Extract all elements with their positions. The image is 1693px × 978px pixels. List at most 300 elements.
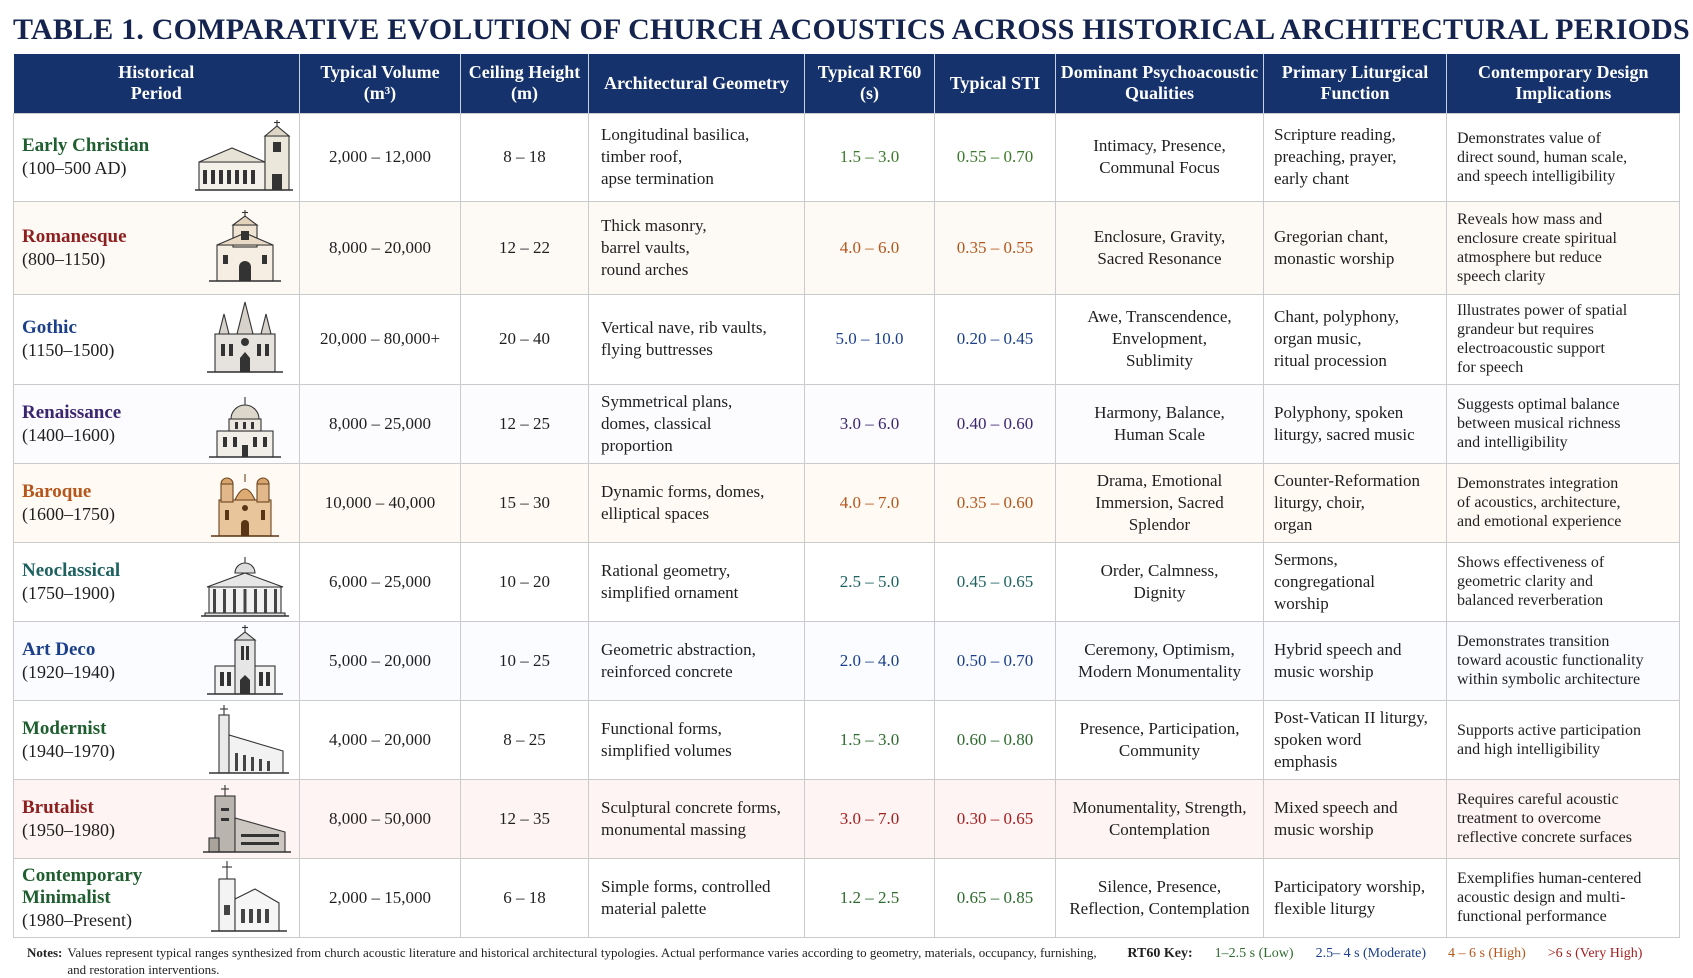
liturgical-cell-line: music worship [1274, 661, 1374, 681]
implications-cell [1447, 700, 1680, 779]
liturgical-cell-line: Polyphony, spoken [1274, 402, 1404, 422]
sti-value: 0.35 – 0.55 [956, 237, 1034, 257]
volume-value: 2,000 – 12,000 [329, 147, 431, 166]
geometry-cell-line: barrel vaults, [601, 237, 690, 257]
rt60-cell [805, 384, 935, 463]
period-cell [14, 621, 300, 700]
ceiling-value: 8 – 25 [503, 729, 546, 749]
acoustics-table [13, 54, 1680, 938]
geometry-cell [589, 621, 805, 700]
liturgical-cell-line: Post-Vatican II liturgy, [1274, 707, 1428, 727]
implications-cell [1447, 621, 1680, 700]
geometry-cell-line: timber roof, [601, 147, 683, 166]
period-text [22, 226, 127, 270]
ceiling-value: 8 – 18 [503, 147, 546, 166]
psychoacoustic-cell-line: Modern Monumentality [1078, 661, 1241, 681]
implications-cell-line: toward acoustic functionality [1457, 652, 1644, 669]
sti-cell [935, 384, 1056, 463]
liturgical-cell-line: liturgy, sacred music [1274, 424, 1415, 444]
implications-cell-line: Supports active participation [1457, 721, 1641, 739]
rt60-value: 2.0 – 4.0 [839, 650, 900, 670]
implications-cell-line: acoustic design and multi- [1457, 889, 1626, 906]
volume-cell [300, 201, 461, 294]
header-period: Historical Period [14, 54, 300, 113]
implications-cell-line: and high intelligibility [1457, 740, 1601, 758]
ceiling-cell [461, 384, 589, 463]
ceiling-cell [461, 113, 589, 201]
rt60-cell [805, 201, 935, 294]
liturgical-cell-line: Participatory worship, [1274, 876, 1426, 896]
implications-cell-line: within symbolic architecture [1457, 671, 1641, 688]
geometry-cell [589, 113, 805, 201]
period-wrap [22, 118, 295, 196]
volume-value: 8,000 – 20,000 [329, 237, 431, 257]
rt60-value: 1.5 – 3.0 [839, 729, 900, 749]
implications-cell-line: and speech intelligibility [1457, 167, 1616, 185]
period-cell [14, 858, 300, 937]
liturgical-cell-line: Counter-Reformation [1274, 470, 1421, 490]
ceiling-value: 12 – 35 [499, 808, 550, 828]
ceiling-value: 12 – 25 [499, 413, 550, 433]
table-row [14, 542, 1680, 621]
table-row [14, 779, 1680, 858]
psychoacoustic-cell-line: Sublimity [1125, 351, 1194, 370]
domed-church-icon [193, 385, 297, 463]
sti-value: 0.20 – 0.45 [956, 329, 1034, 348]
psychoacoustic-cell-line: Harmony, Balance, [1094, 402, 1225, 422]
rt60-value: 3.0 – 7.0 [839, 808, 900, 828]
volume-cell [300, 779, 461, 858]
table-body [14, 113, 1680, 937]
sti-cell [935, 542, 1056, 621]
table-row [14, 384, 1680, 463]
psychoacoustic-cell-line: Immersion, Sacred [1095, 492, 1224, 512]
period-text [22, 560, 120, 604]
period-cell [14, 201, 300, 294]
modernist-church-icon [193, 701, 297, 779]
table-row [14, 294, 1680, 384]
implications-cell-line: electroacoustic support [1457, 340, 1605, 357]
rt60-value: 1.5 – 3.0 [839, 147, 900, 166]
volume-cell [300, 858, 461, 937]
header-implications: Contemporary Design Implications [1447, 54, 1680, 113]
psychoacoustic-cell-line: Monumentality, Strength, [1072, 797, 1247, 817]
period-name: Romanesque [22, 225, 127, 247]
geometry-cell [589, 779, 805, 858]
geometry-cell-line: Dynamic forms, domes, [601, 481, 765, 501]
liturgical-cell [1264, 463, 1447, 542]
implications-cell-line: treatment to overcome [1457, 810, 1601, 827]
implications-cell-line: atmosphere but reduce [1457, 248, 1602, 266]
rt60-cell [805, 858, 935, 937]
period-wrap [22, 209, 295, 287]
rt60-value: 2.5 – 5.0 [839, 571, 900, 591]
implications-cell [1447, 858, 1680, 937]
implications-cell-line: reflective concrete surfaces [1457, 829, 1632, 846]
sti-cell [935, 858, 1056, 937]
psychoacoustic-cell [1056, 384, 1264, 463]
period-name: Gothic [22, 317, 77, 338]
sti-cell [935, 621, 1056, 700]
liturgical-cell-line: Scripture reading, [1274, 125, 1396, 144]
ceiling-value: 10 – 25 [499, 650, 550, 670]
period-text [22, 639, 115, 683]
art-deco-church-icon [193, 622, 297, 700]
baroque-church-icon [193, 464, 297, 542]
psychoacoustic-cell [1056, 779, 1264, 858]
minimalist-church-icon [193, 859, 297, 937]
period-text [22, 402, 121, 446]
liturgical-cell [1264, 542, 1447, 621]
ceiling-cell [461, 201, 589, 294]
implications-cell-line: Suggests optimal balance [1457, 396, 1620, 413]
neoclassical-temple-icon [193, 543, 297, 621]
psychoacoustic-cell-line: Enclosure, Gravity, [1093, 226, 1226, 246]
header-rt60: Typical RT60 (s) [805, 54, 935, 113]
volume-cell [300, 294, 461, 384]
period-cell [14, 463, 300, 542]
volume-cell [300, 700, 461, 779]
geometry-cell-line: Functional forms, [601, 718, 722, 738]
implications-cell-line: between musical richness [1457, 415, 1621, 432]
psychoacoustic-cell-line: Ceremony, Optimism, [1084, 639, 1235, 659]
volume-cell [300, 384, 461, 463]
geometry-cell-line: round arches [601, 259, 689, 279]
geometry-cell-line: material palette [601, 898, 707, 918]
period-text [22, 797, 115, 841]
implications-cell [1447, 201, 1680, 294]
volume-cell [300, 621, 461, 700]
sti-value: 0.65 – 0.85 [956, 887, 1034, 907]
ceiling-cell [461, 542, 589, 621]
period-name: Early Christian [22, 135, 150, 156]
implications-cell-line: Demonstrates value of [1457, 129, 1601, 147]
geometry-cell-line: Symmetrical plans, [601, 391, 733, 411]
period-wrap [22, 385, 295, 463]
psychoacoustic-cell-line: Splendor [1128, 514, 1191, 534]
implications-cell [1447, 779, 1680, 858]
implications-cell-line: for speech [1457, 359, 1524, 376]
psychoacoustic-cell [1056, 463, 1264, 542]
period-wrap [22, 300, 295, 378]
psychoacoustic-cell [1056, 542, 1264, 621]
liturgical-cell-line: Chant, polyphony, [1274, 307, 1399, 326]
ceiling-cell [461, 779, 589, 858]
rt60-key-label: RT60 Key: [1127, 945, 1193, 961]
period-text [22, 317, 114, 361]
table-row [14, 463, 1680, 542]
period-wrap [22, 464, 295, 542]
psychoacoustic-cell [1056, 294, 1264, 384]
rt60-key [1127, 944, 1642, 962]
rt60-value: 4.0 – 7.0 [839, 492, 900, 512]
sti-value: 0.50 – 0.70 [956, 650, 1034, 670]
rt60-cell [805, 621, 935, 700]
period-name: Renaissance [22, 401, 122, 423]
rt60-cell [805, 113, 935, 201]
volume-value: 4,000 – 20,000 [329, 729, 431, 749]
implications-cell-line: speech clarity [1457, 267, 1546, 285]
period-dates: (1940–1970) [22, 740, 115, 761]
volume-value: 8,000 – 25,000 [329, 413, 431, 433]
ceiling-cell [461, 463, 589, 542]
liturgical-cell-line: Mixed speech and [1274, 797, 1398, 817]
ceiling-value: 20 – 40 [499, 329, 550, 348]
table-row [14, 201, 1680, 294]
sti-value: 0.60 – 0.80 [956, 729, 1034, 749]
rt60-value: 3.0 – 6.0 [839, 413, 900, 433]
implications-cell-line: and emotional experience [1457, 513, 1622, 530]
psychoacoustic-cell-line: Sacred Resonance [1097, 248, 1222, 268]
geometry-cell [589, 294, 805, 384]
liturgical-cell-line: preaching, prayer, [1274, 147, 1397, 166]
sti-cell [935, 463, 1056, 542]
period-cell [14, 542, 300, 621]
volume-value: 5,000 – 20,000 [329, 650, 431, 670]
implications-cell-line: functional performance [1457, 908, 1607, 925]
period-wrap [22, 859, 295, 937]
sti-value: 0.35 – 0.60 [956, 492, 1034, 512]
implications-cell [1447, 113, 1680, 201]
liturgical-cell-line: Sermons, congregational [1274, 549, 1376, 591]
notes-label: Notes: [27, 944, 63, 960]
psychoacoustic-cell-line: Communal Focus [1099, 158, 1220, 177]
psychoacoustic-cell-line: Dignity [1133, 582, 1186, 602]
ceiling-value: 6 – 18 [503, 887, 546, 907]
sti-cell [935, 700, 1056, 779]
ceiling-cell [461, 294, 589, 384]
period-name: Brutalist [22, 796, 94, 818]
liturgical-cell-line: flexible liturgy [1274, 898, 1376, 918]
psychoacoustic-cell [1056, 621, 1264, 700]
period-cell [14, 113, 300, 201]
volume-cell [300, 113, 461, 201]
implications-cell-line: of acoustics, architecture, [1457, 494, 1621, 511]
implications-cell-line: Demonstrates transition [1457, 633, 1610, 650]
implications-cell-line: balanced reverberation [1457, 592, 1604, 609]
geometry-cell-line: monumental massing [601, 819, 746, 839]
implications-cell-line: Illustrates power of spatial [1457, 302, 1628, 319]
table-row [14, 700, 1680, 779]
period-name: Baroque [22, 480, 92, 502]
geometry-cell [589, 700, 805, 779]
volume-value: 20,000 – 80,000+ [319, 329, 441, 348]
period-cell [14, 779, 300, 858]
sti-cell [935, 113, 1056, 201]
header-geometry: Architectural Geometry [589, 54, 805, 113]
psychoacoustic-cell-line: Awe, Transcendence, [1087, 307, 1232, 326]
period-dates: (1150–1500) [22, 340, 115, 360]
rt60-value: 1.2 – 2.5 [839, 887, 900, 907]
psychoacoustic-cell-line: Intimacy, Presence, [1093, 136, 1226, 155]
header-sti: Typical STI [935, 54, 1056, 113]
rt60-key-high: 4 – 6 s (High) [1447, 945, 1526, 961]
rt60-cell [805, 779, 935, 858]
geometry-cell-line: apse termination [601, 169, 714, 188]
table-header-row [14, 54, 1680, 113]
geometry-cell [589, 201, 805, 294]
period-name: Modernist [22, 717, 107, 739]
volume-cell [300, 542, 461, 621]
liturgical-cell [1264, 201, 1447, 294]
volume-value: 10,000 – 40,000 [324, 492, 436, 512]
period-dates: (1920–1940) [22, 661, 115, 682]
period-text [22, 865, 142, 931]
sti-cell [935, 201, 1056, 294]
notes-text: Values represent typical ranges synthesized from church acoustic literature and historical architectural typologies. Actual performance varies according to geometry, materials, occupancy, furnishing, and restoration interventions. [67, 944, 1097, 977]
period-name: Neoclassical [22, 559, 121, 581]
volume-value: 2,000 – 15,000 [329, 887, 431, 907]
liturgical-cell-line: spoken word [1274, 729, 1362, 749]
period-name: Art Deco [22, 638, 96, 660]
geometry-cell-line: reinforced concrete [601, 661, 733, 681]
ceiling-value: 12 – 22 [499, 237, 550, 257]
period-wrap [22, 701, 295, 779]
sti-cell [935, 294, 1056, 384]
sti-value: 0.30 – 0.65 [956, 808, 1034, 828]
sti-value: 0.45 – 0.65 [956, 571, 1034, 591]
rt60-cell [805, 463, 935, 542]
implications-cell-line: Requires careful acoustic [1457, 791, 1619, 808]
period-dates: (1980–Present) [22, 909, 132, 930]
liturgical-cell-line: liturgy, choir, [1274, 492, 1365, 512]
header-volume: Typical Volume (m³) [300, 54, 461, 113]
geometry-cell-line: Sculptural concrete forms, [601, 797, 781, 817]
liturgical-cell-line: ritual procession [1274, 351, 1387, 370]
psychoacoustic-cell-line: Drama, Emotional [1096, 470, 1223, 490]
psychoacoustic-cell-line: Reflection, Contemplation [1069, 898, 1250, 918]
period-text [22, 135, 149, 179]
romanesque-church-icon [193, 209, 297, 287]
period-cell [14, 294, 300, 384]
gothic-cathedral-icon [193, 300, 297, 378]
geometry-cell-line: simplified volumes [601, 740, 732, 760]
geometry-cell-line: flying buttresses [601, 340, 713, 359]
header-ceiling: Ceiling Height (m) [461, 54, 589, 113]
basilica-icon [193, 118, 297, 196]
geometry-cell-line: Simple forms, controlled [601, 876, 771, 896]
psychoacoustic-cell-line: Envelopment, [1112, 329, 1207, 348]
implications-cell-line: direct sound, human scale, [1457, 148, 1628, 166]
implications-cell-line: Shows effectiveness of [1457, 554, 1605, 571]
period-wrap [22, 780, 295, 858]
period-wrap [22, 543, 295, 621]
period-cell [14, 700, 300, 779]
liturgical-cell [1264, 700, 1447, 779]
geometry-cell [589, 463, 805, 542]
psychoacoustic-cell [1056, 700, 1264, 779]
geometry-cell-line: domes, classical [601, 413, 712, 433]
psychoacoustic-cell [1056, 113, 1264, 201]
period-dates: (1950–1980) [22, 819, 115, 840]
psychoacoustic-cell-line: Presence, Participation, [1079, 718, 1240, 738]
rt60-key-moderate: 2.5– 4 s (Moderate) [1315, 945, 1426, 961]
psychoacoustic-cell-line: Contemplation [1108, 819, 1211, 839]
implications-cell [1447, 463, 1680, 542]
geometry-cell-line: Geometric abstraction, [601, 639, 756, 659]
psychoacoustic-cell-line: Silence, Presence, [1097, 876, 1222, 896]
sti-cell [935, 779, 1056, 858]
sti-value: 0.40 – 0.60 [956, 413, 1034, 433]
ceiling-value: 10 – 20 [499, 571, 550, 591]
implications-cell-line: Exemplifies human-centered [1457, 870, 1642, 887]
liturgical-cell-line: worship [1274, 593, 1329, 613]
geometry-cell-line: elliptical spaces [601, 503, 710, 523]
implications-cell-line: Demonstrates integration [1457, 475, 1619, 492]
period-dates: (100–500 AD) [22, 158, 127, 178]
geometry-cell-line: simplified ornament [601, 582, 739, 602]
period-dates: (1400–1600) [22, 424, 115, 445]
implications-cell-line: and intelligibility [1457, 434, 1568, 451]
period-dates: (1750–1900) [22, 582, 115, 603]
liturgical-cell-line: organ [1274, 514, 1313, 534]
period-name: Contemporary Minimalist [22, 864, 143, 908]
table-row [14, 621, 1680, 700]
period-text [22, 481, 115, 525]
period-dates: (1600–1750) [22, 503, 115, 524]
implications-cell-line: grandeur but requires [1457, 321, 1594, 338]
volume-value: 6,000 – 25,000 [329, 571, 431, 591]
header-psychoacoustic: Dominant Psychoacoustic Qualities [1056, 54, 1264, 113]
implications-cell [1447, 384, 1680, 463]
rt60-value: 5.0 – 10.0 [835, 329, 904, 348]
liturgical-cell-line: Hybrid speech and [1274, 639, 1402, 659]
geometry-cell [589, 542, 805, 621]
liturgical-cell [1264, 858, 1447, 937]
period-dates: (800–1150) [22, 248, 106, 269]
geometry-cell [589, 384, 805, 463]
liturgical-cell-line: music worship [1274, 819, 1374, 839]
liturgical-cell-line: Gregorian chant, [1274, 226, 1389, 246]
geometry-cell-line: Rational geometry, [601, 560, 731, 580]
liturgical-cell [1264, 621, 1447, 700]
liturgical-cell-line: emphasis [1274, 751, 1338, 771]
liturgical-cell-line: monastic worship [1274, 248, 1395, 268]
implications-cell-line: geometric clarity and [1457, 573, 1593, 590]
ceiling-cell [461, 621, 589, 700]
liturgical-cell-line: organ music, [1274, 329, 1362, 348]
implications-cell-line: enclosure create spiritual [1457, 229, 1617, 247]
rt60-cell [805, 542, 935, 621]
sti-value: 0.55 – 0.70 [956, 147, 1034, 166]
geometry-cell-line: proportion [601, 435, 673, 455]
brutalist-church-icon [193, 780, 297, 858]
rt60-cell [805, 700, 935, 779]
geometry-cell-line: Thick masonry, [601, 215, 707, 235]
period-wrap [22, 622, 295, 700]
geometry-cell-line: Vertical nave, rib vaults, [601, 318, 767, 337]
psychoacoustic-cell-line: Order, Calmness, [1100, 560, 1219, 580]
period-cell [14, 384, 300, 463]
table-row [14, 858, 1680, 937]
implications-cell [1447, 294, 1680, 384]
ceiling-value: 15 – 30 [499, 492, 550, 512]
rt60-key-very-high: >6 s (Very High) [1547, 945, 1643, 961]
volume-cell [300, 463, 461, 542]
geometry-cell [589, 858, 805, 937]
rt60-key-low: 1–2.5 s (Low) [1214, 945, 1294, 961]
rt60-cell [805, 294, 935, 384]
liturgical-cell [1264, 384, 1447, 463]
header-liturgical: Primary Liturgical Function [1264, 54, 1447, 113]
table-row [14, 113, 1680, 201]
psychoacoustic-cell [1056, 201, 1264, 294]
liturgical-cell [1264, 113, 1447, 201]
psychoacoustic-cell [1056, 858, 1264, 937]
page-title: TABLE 1. COMPARATIVE EVOLUTION OF CHURCH ACOUSTICS ACROSS HISTORICAL ARCHITECTURAL PERIODS [13, 13, 1690, 46]
geometry-cell-line: Longitudinal basilica, [601, 125, 750, 144]
psychoacoustic-cell-line: Human Scale [1113, 424, 1206, 444]
